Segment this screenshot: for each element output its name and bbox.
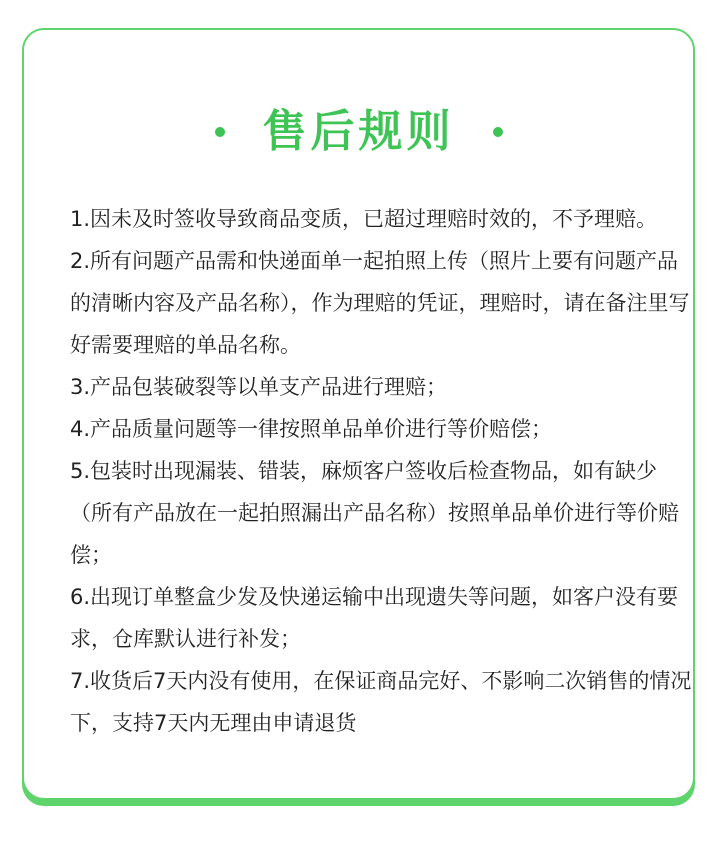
right-dot-icon xyxy=(493,127,503,137)
title-row xyxy=(24,102,693,162)
rules-list xyxy=(70,198,694,744)
after-sales-rules-card xyxy=(22,28,695,800)
rule-item: 7.收货后7天内没有使用，在保证商品完好、不影响二次销售的情况下，支持7天内无理由申请退货 xyxy=(70,669,692,735)
rule-item: 6.出现订单整盒少发及快递运输中出现遗失等问题，如客户没有要求，仓库默认进行补发； xyxy=(70,585,679,651)
rule-item: 3.产品包装破裂等以单支产品进行理赔； xyxy=(70,375,448,399)
rule-item: 4.产品质量问题等一律按照单品单价进行等价赔偿； xyxy=(70,417,553,441)
page-title: 售后规则 xyxy=(262,106,455,157)
rule-item: 5.包装时出现漏装、错装，麻烦客户签收后检查物品，如有缺少（所有产品放在一起拍照漏出产品名称）按照单品单价进行等价赔偿； xyxy=(70,459,679,567)
left-dot-icon xyxy=(215,127,225,137)
rule-item: 1.因未及时签收导致商品变质，已超过理赔时效的，不予理赔。 xyxy=(70,207,658,231)
rule-item: 2.所有问题产品需和快递面单一起拍照上传（照片上要有问题产品的清晰内容及产品名称），作为理赔的凭证，理赔时，请在备注里写好需要理赔的单品名称。 xyxy=(70,249,690,357)
